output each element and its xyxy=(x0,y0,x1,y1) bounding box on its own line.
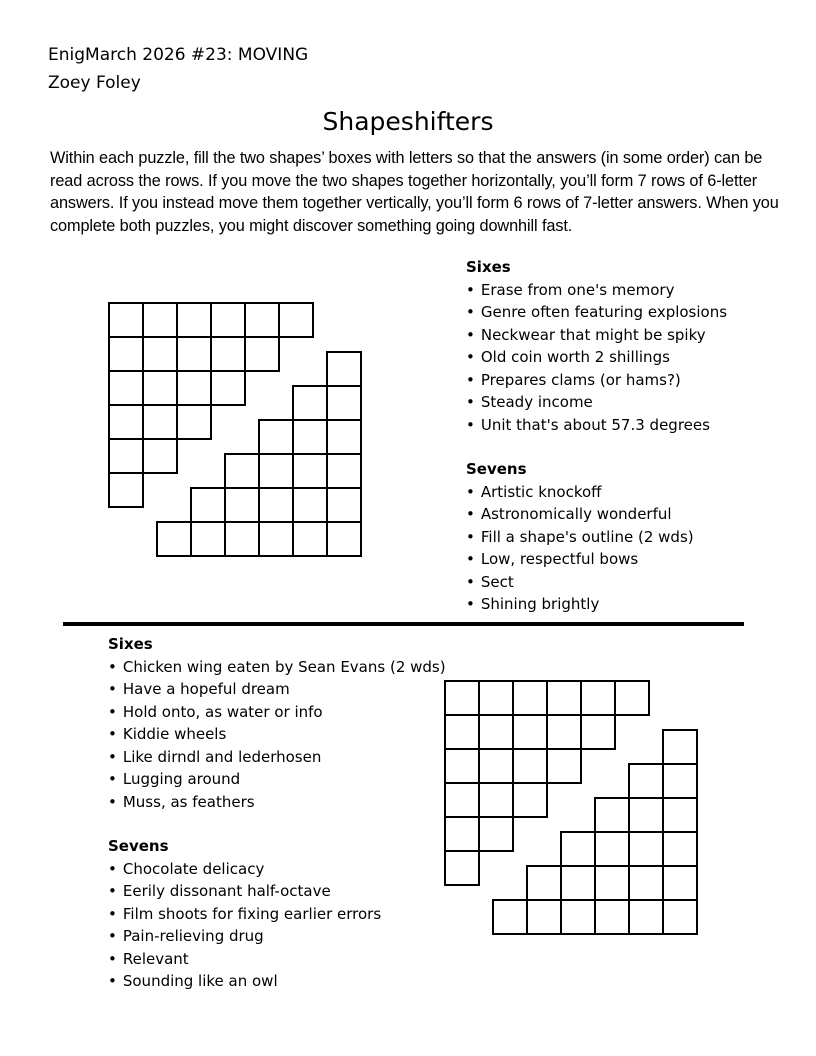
left-shape-cell[interactable] xyxy=(512,680,548,716)
sixes-heading: Sixes xyxy=(108,635,153,653)
left-shape-cell[interactable] xyxy=(176,404,212,440)
left-shape-cell[interactable] xyxy=(444,816,480,852)
left-shape-cell[interactable] xyxy=(210,336,246,372)
clue-item: • Shining brightly xyxy=(466,593,727,616)
left-shape-cell[interactable] xyxy=(142,404,178,440)
clue-item: • Artistic knockoff xyxy=(466,481,727,504)
right-shape-cell[interactable] xyxy=(190,521,226,557)
left-shape-cell[interactable] xyxy=(244,302,280,338)
right-shape-cell[interactable] xyxy=(662,729,698,765)
left-shape-cell[interactable] xyxy=(176,370,212,406)
clue-item: • Sounding like an owl xyxy=(108,970,446,993)
left-shape-cell[interactable] xyxy=(444,782,480,818)
left-shape-cell[interactable] xyxy=(478,714,514,750)
right-shape-cell[interactable] xyxy=(326,521,362,557)
right-shape-cell[interactable] xyxy=(662,763,698,799)
left-shape-cell[interactable] xyxy=(580,680,616,716)
sixes-clue-list xyxy=(108,656,446,814)
right-shape-cell[interactable] xyxy=(292,521,328,557)
clue-item: • Have a hopeful dream xyxy=(108,678,446,701)
left-shape-cell[interactable] xyxy=(444,680,480,716)
left-shape-cell[interactable] xyxy=(478,748,514,784)
left-shape-cell[interactable] xyxy=(142,370,178,406)
right-shape-cell[interactable] xyxy=(258,521,294,557)
right-shape-cell[interactable] xyxy=(224,453,260,489)
left-shape-cell[interactable] xyxy=(210,370,246,406)
right-shape-cell[interactable] xyxy=(326,351,362,387)
left-shape-cell[interactable] xyxy=(108,404,144,440)
clue-item: • Pain-relieving drug xyxy=(108,925,446,948)
left-shape-cell[interactable] xyxy=(478,816,514,852)
clue-item: • Unit that's about 57.3 degrees xyxy=(466,414,727,437)
right-shape-cell[interactable] xyxy=(628,865,664,901)
clue-item: • Genre often featuring explosions xyxy=(466,301,727,324)
left-shape-cell[interactable] xyxy=(444,850,480,886)
right-shape-cell[interactable] xyxy=(662,865,698,901)
sixes-heading: Sixes xyxy=(466,258,511,276)
clue-item: • Eerily dissonant half-octave xyxy=(108,880,446,903)
left-shape-cell[interactable] xyxy=(108,370,144,406)
left-shape-cell[interactable] xyxy=(580,714,616,750)
clue-item: • Erase from one's memory xyxy=(466,279,727,302)
left-shape-cell[interactable] xyxy=(176,302,212,338)
left-shape-cell[interactable] xyxy=(546,714,582,750)
right-shape-cell[interactable] xyxy=(662,899,698,935)
clue-item: • Relevant xyxy=(108,948,446,971)
right-shape-cell[interactable] xyxy=(560,831,596,867)
right-shape-cell[interactable] xyxy=(628,797,664,833)
right-shape-cell[interactable] xyxy=(292,385,328,421)
right-shape-cell[interactable] xyxy=(258,487,294,523)
clue-item: • Steady income xyxy=(466,391,727,414)
right-shape-cell[interactable] xyxy=(292,453,328,489)
clue-item: • Like dirndl and lederhosen xyxy=(108,746,446,769)
left-shape-cell[interactable] xyxy=(108,302,144,338)
right-shape-cell[interactable] xyxy=(628,763,664,799)
left-shape-cell[interactable] xyxy=(278,302,314,338)
event-title: EnigMarch 2026 #23: MOVING xyxy=(48,45,309,65)
right-shape-cell[interactable] xyxy=(628,831,664,867)
clue-item: • Chocolate delicacy xyxy=(108,858,446,881)
sevens-clue-list xyxy=(466,481,727,616)
right-shape-cell[interactable] xyxy=(662,797,698,833)
sixes-clue-list xyxy=(466,279,727,437)
section-divider xyxy=(63,622,744,626)
sevens-heading: Sevens xyxy=(466,460,527,478)
left-shape-cell[interactable] xyxy=(108,336,144,372)
right-shape-cell[interactable] xyxy=(326,487,362,523)
left-shape-cell[interactable] xyxy=(512,782,548,818)
left-shape-cell[interactable] xyxy=(444,748,480,784)
left-shape-cell[interactable] xyxy=(244,336,280,372)
right-shape-cell[interactable] xyxy=(292,419,328,455)
clue-item: • Kiddie wheels xyxy=(108,723,446,746)
right-shape-cell[interactable] xyxy=(594,899,630,935)
right-shape-cell[interactable] xyxy=(326,385,362,421)
right-shape-cell[interactable] xyxy=(258,453,294,489)
clue-item: • Lugging around xyxy=(108,768,446,791)
clue-item: • Muss, as feathers xyxy=(108,791,446,814)
left-shape-cell[interactable] xyxy=(142,336,178,372)
right-shape-cell[interactable] xyxy=(292,487,328,523)
right-shape-cell[interactable] xyxy=(662,831,698,867)
right-shape-cell[interactable] xyxy=(560,865,596,901)
right-shape-cell[interactable] xyxy=(258,419,294,455)
left-shape-cell[interactable] xyxy=(512,714,548,750)
clue-item: • Old coin worth 2 shillings xyxy=(466,346,727,369)
left-shape-cell[interactable] xyxy=(142,302,178,338)
sevens-clue-list xyxy=(108,858,446,993)
right-shape-cell[interactable] xyxy=(190,487,226,523)
left-shape-cell[interactable] xyxy=(546,748,582,784)
author-name: Zoey Foley xyxy=(48,73,141,93)
right-shape-cell[interactable] xyxy=(560,899,596,935)
left-shape-cell[interactable] xyxy=(108,438,144,474)
right-shape-cell[interactable] xyxy=(594,865,630,901)
clue-item: • Low, respectful bows xyxy=(466,548,727,571)
right-shape-cell[interactable] xyxy=(526,865,562,901)
right-shape-cell[interactable] xyxy=(224,521,260,557)
left-shape-cell[interactable] xyxy=(614,680,650,716)
clue-item: • Hold onto, as water or info xyxy=(108,701,446,724)
left-shape-cell[interactable] xyxy=(108,472,144,508)
page-title: Shapeshifters xyxy=(322,107,494,136)
right-shape-cell[interactable] xyxy=(326,453,362,489)
left-shape-cell[interactable] xyxy=(210,302,246,338)
clue-item: • Neckwear that might be spiky xyxy=(466,324,727,347)
right-shape-cell[interactable] xyxy=(326,419,362,455)
left-shape-cell[interactable] xyxy=(512,748,548,784)
clue-item: • Sect xyxy=(466,571,727,594)
left-shape-cell[interactable] xyxy=(176,336,212,372)
puzzle-2-clues xyxy=(108,633,446,1015)
clue-item: • Fill a shape's outline (2 wds) xyxy=(466,526,727,549)
left-shape-cell[interactable] xyxy=(142,438,178,474)
clue-item: • Prepares clams (or hams?) xyxy=(466,369,727,392)
right-shape-cell[interactable] xyxy=(526,899,562,935)
left-shape-cell[interactable] xyxy=(478,680,514,716)
clue-item: • Astronomically wonderful xyxy=(466,503,727,526)
clue-item: • Film shoots for fixing earlier errors xyxy=(108,903,446,926)
left-shape-cell[interactable] xyxy=(478,782,514,818)
sevens-heading: Sevens xyxy=(108,837,169,855)
left-shape-cell[interactable] xyxy=(444,714,480,750)
right-shape-cell[interactable] xyxy=(492,899,528,935)
instructions: Within each puzzle, fill the two shapes’ boxes with letters so that the answers (in some order) can be read across the rows. If you move the two shapes together horizontally, you’ll form 7 rows of 6-letter answers. If you instead move them together vertically, you’ll form 6 rows of 7-letter answers. When you complete both puzzles, you might discover something going downhill fast. xyxy=(50,149,779,235)
left-shape-cell[interactable] xyxy=(546,680,582,716)
right-shape-cell[interactable] xyxy=(628,899,664,935)
right-shape-cell[interactable] xyxy=(594,831,630,867)
puzzle-1-clues xyxy=(466,256,727,638)
right-shape-cell[interactable] xyxy=(156,521,192,557)
right-shape-cell[interactable] xyxy=(224,487,260,523)
clue-item: • Chicken wing eaten by Sean Evans (2 wds) xyxy=(108,656,446,679)
right-shape-cell[interactable] xyxy=(594,797,630,833)
